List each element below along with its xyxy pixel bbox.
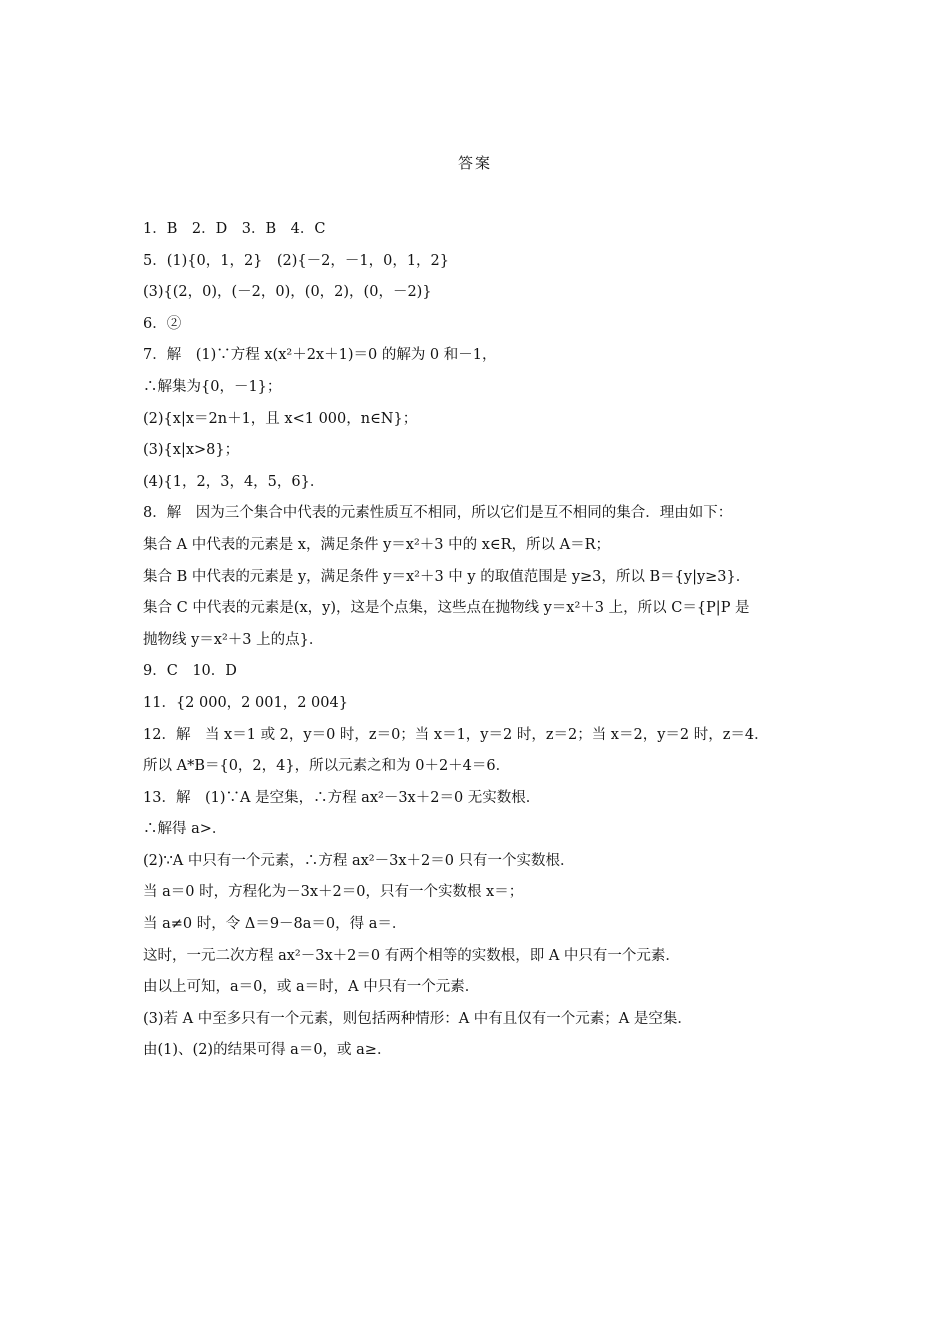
answer-line: 抛物线 y＝x²＋3 上的点}． bbox=[143, 631, 324, 648]
answer-line: 集合 B 中代表的元素是 y，满足条件 y＝x²＋3 中 y 的取值范围是 y≥3，所以 B＝{y|y≥3}． bbox=[143, 568, 751, 585]
answer-line: ∴解集为{0，－1}； bbox=[143, 378, 282, 395]
answer-line: ∴解得 a>． bbox=[143, 821, 227, 838]
answer-line: 1．B 2．D 3．B 4．C bbox=[143, 221, 326, 237]
answer-line: 7．解 (1)∵方程 x(x²＋2x＋1)＝0 的解为 0 和－1， bbox=[143, 347, 497, 364]
answer-line: 当 a＝0 时，方程化为－3x＋2＝0，只有一个实数根 x＝； bbox=[143, 884, 524, 901]
answer-line: 集合 A 中代表的元素是 x，满足条件 y＝x²＋3 中的 x∈R，所以 A＝R； bbox=[143, 536, 611, 553]
answer-line: 由以上可知，a＝0，或 a＝时，A 中只有一个元素． bbox=[143, 979, 480, 996]
answer-line: 这时，一元二次方程 ax²－3x＋2＝0 有两个相等的实数根，即 A 中只有一个元素． bbox=[143, 947, 680, 964]
answer-line: 8．解 因为三个集合中代表的元素性质互不相同，所以它们是互不相同的集合．理由如下： bbox=[143, 505, 733, 522]
answer-line: 13．解 (1)∵A 是空集，∴方程 ax²－3x＋2＝0 无实数根． bbox=[143, 789, 541, 806]
page-title: 答案 bbox=[457, 154, 492, 172]
answer-line: 11．{2 000，2 001，2 004} bbox=[143, 694, 348, 711]
answer-line: 5．(1){0，1，2} (2){－2，－1，0，1，2} bbox=[143, 252, 450, 269]
answer-line: 12．解 当 x＝1 或 2，y＝0 时，z＝0；当 x＝1，y＝2 时，z＝2；当 x＝2，y＝2 时，z＝4． bbox=[143, 726, 769, 743]
answer-line: (3){(2，0)，(－2，0)，(0，2)，(0，－2)} bbox=[143, 284, 432, 301]
answer-line: (3)若 A 中至多只有一个元素，则包括两种情形：A 中有且仅有一个元素；A 是空集． bbox=[143, 1010, 692, 1027]
answer-body bbox=[143, 214, 823, 1067]
answer-line: 9．C 10．D bbox=[143, 663, 237, 680]
answer-line: 6．② bbox=[143, 315, 182, 332]
answer-line: 所以 A*B＝{0，2，4}，所以元素之和为 0＋2＋4＝6． bbox=[143, 758, 511, 775]
answer-line: (2)∵A 中只有一个元素，∴方程 ax²－3x＋2＝0 只有一个实数根． bbox=[143, 852, 575, 869]
answer-line: (3){x|x>8}； bbox=[143, 442, 240, 459]
answer-line: (2){x|x＝2n＋1，且 x<1 000，n∈N}； bbox=[143, 410, 418, 427]
answer-line: 集合 C 中代表的元素是(x，y)，这是个点集，这些点在抛物线 y＝x²＋3 上，所以 C＝{P|P 是 bbox=[143, 600, 750, 617]
answer-line: 由(1)、(2)的结果可得 a＝0，或 a≥． bbox=[143, 1042, 392, 1059]
answer-line: (4){1，2，3，4，5，6}． bbox=[143, 473, 325, 490]
answer-line: 当 a≠0 时，令 Δ＝9－8a＝0，得 a＝． bbox=[143, 916, 407, 933]
